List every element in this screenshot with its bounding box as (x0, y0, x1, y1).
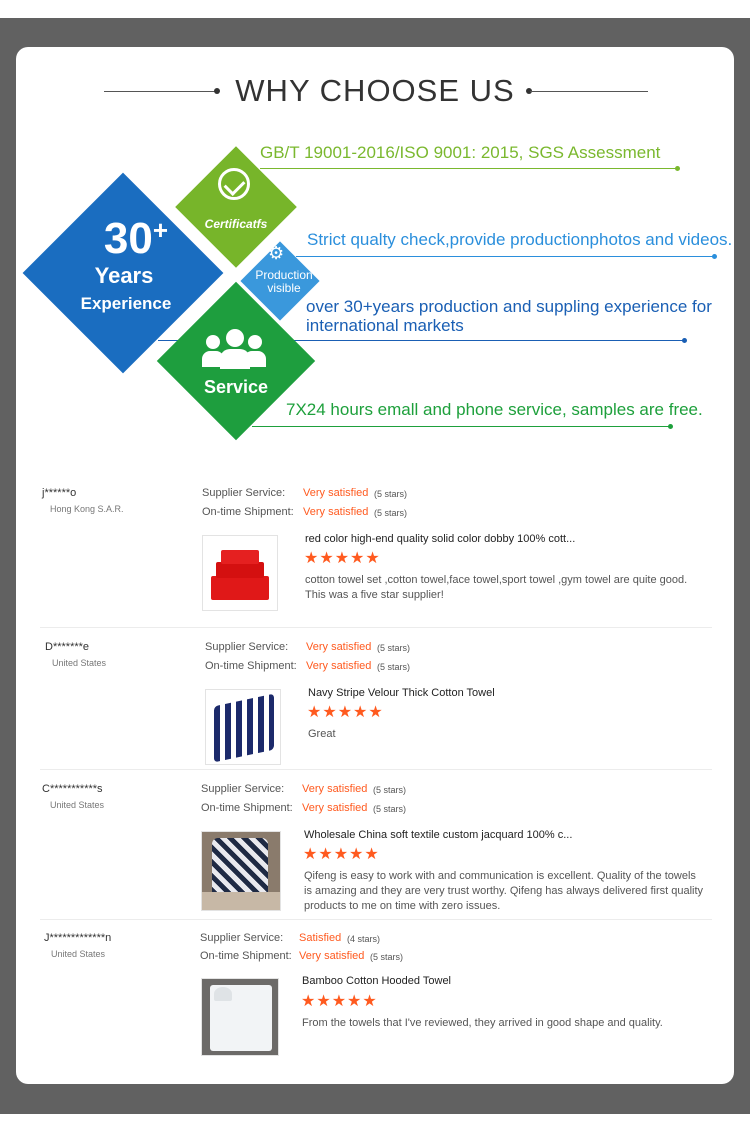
supplier-service-label: Supplier Service: (202, 487, 286, 499)
certificate-label: Certificatfs (204, 217, 268, 231)
certificate-badge-icon (218, 168, 250, 200)
service-label: Service (203, 377, 269, 397)
certification-text: GB/T 19001-2016/ISO 9001: 2015, SGS Assessment (260, 143, 661, 162)
title-right-line (530, 91, 648, 92)
service-connector-line (252, 426, 670, 427)
experience-label: Experience (80, 294, 172, 313)
product-title[interactable]: red color high-end quality solid color dobby 100% cott... (305, 533, 576, 545)
supplier-service-stars: (4 stars) (347, 934, 381, 944)
shipment-value: Very satisfied (302, 802, 368, 814)
reviewer-location: Hong Kong S.A.R. (50, 504, 124, 514)
reviewer-name: C***********s (42, 783, 103, 795)
production-label: Production visible (255, 268, 313, 295)
shipment-value: Very satisfied (299, 950, 365, 962)
supplier-service-stars: (5 stars) (373, 785, 407, 795)
shipment-value: Very satisfied (303, 506, 369, 518)
review-item (16, 928, 734, 1068)
product-title[interactable]: Wholesale China soft textile custom jacquard 100% c... (304, 829, 573, 841)
experience-text: over 30+years production and suppling experience for international markets (306, 297, 712, 335)
cert-connector-dot (675, 166, 680, 171)
supplier-service-label: Supplier Service: (200, 932, 284, 944)
team-people-icon (202, 329, 270, 369)
shipment-stars: (5 stars) (377, 662, 411, 672)
product-title[interactable]: Bamboo Cotton Hooded Towel (302, 975, 452, 987)
shipment-label: On-time Shipment: (201, 802, 293, 814)
supplier-service-label: Supplier Service: (205, 641, 289, 653)
review-divider (40, 769, 712, 770)
service-text: 7X24 hours emall and phone service, samples are free. (286, 400, 703, 419)
production-connector-dot (712, 254, 717, 259)
supplier-service-label: Supplier Service: (201, 783, 285, 795)
reviewer-name: D*******e (45, 641, 90, 653)
review-item (16, 779, 734, 929)
supplier-service-value: Very satisfied (303, 487, 369, 499)
shipment-value: Very satisfied (306, 660, 372, 672)
shipment-stars: (5 stars) (370, 952, 404, 962)
review-divider (40, 919, 712, 920)
supplier-service-stars: (5 stars) (374, 489, 408, 499)
years-label: Years (94, 263, 154, 288)
review-comment: Qifeng is easy to work with and communication is excellent. Quality of the towels is amazing and they are very trust worthy. Qifeng has always delivered first quality products to me on time with zero issues. (304, 870, 704, 912)
product-thumbnail[interactable] (202, 535, 278, 611)
reviewer-name: J*************n (44, 932, 112, 944)
product-title[interactable]: Navy Stripe Velour Thick Cotton Towel (308, 687, 495, 699)
shipment-stars: (5 stars) (374, 508, 408, 518)
cert-connector-line (260, 168, 678, 169)
section-header (16, 73, 734, 113)
supplier-service-value: Very satisfied (306, 641, 372, 653)
review-divider (40, 627, 712, 628)
rating-stars: ★★★★★ (304, 550, 381, 567)
supplier-service-stars: (5 stars) (377, 643, 411, 653)
page-title: WHY CHOOSE US (235, 73, 515, 108)
shipment-label: On-time Shipment: (202, 506, 294, 518)
reviewer-location: United States (51, 949, 106, 959)
reviewer-name: j******o (42, 487, 77, 499)
review-comment: cotton towel set ,cotton towel,face towel,sport towel ,gym towel are quite good. This was a five star supplier! (305, 574, 688, 601)
experience-connector-dot (682, 338, 687, 343)
supplier-service-value: Very satisfied (302, 783, 368, 795)
rating-stars: ★★★★★ (303, 846, 380, 863)
product-thumbnail[interactable] (201, 978, 279, 1056)
service-connector-dot (668, 424, 673, 429)
product-thumbnail[interactable] (201, 831, 281, 911)
reviewer-location: United States (50, 800, 105, 810)
shipment-stars: (5 stars) (373, 804, 407, 814)
product-thumbnail[interactable] (205, 689, 281, 765)
review-item (16, 483, 734, 623)
content-card (16, 47, 734, 1084)
review-item (16, 637, 734, 767)
production-text: Strict qualty check,provide productionphotos and videos. (307, 230, 733, 249)
shipment-label: On-time Shipment: (205, 660, 297, 672)
years-number: 30+ (103, 214, 169, 263)
production-connector-line (296, 256, 714, 257)
gears-icon: ⚙ (268, 243, 285, 263)
shipment-label: On-time Shipment: (200, 950, 292, 962)
rating-stars: ★★★★★ (307, 704, 384, 721)
review-comment: Great (308, 728, 336, 740)
review-comment: From the towels that I've reviewed, they arrived in good shape and quality. (302, 1017, 663, 1029)
supplier-service-value: Satisfied (299, 932, 342, 944)
rating-stars: ★★★★★ (301, 993, 378, 1010)
reviewer-location: United States (52, 658, 107, 668)
